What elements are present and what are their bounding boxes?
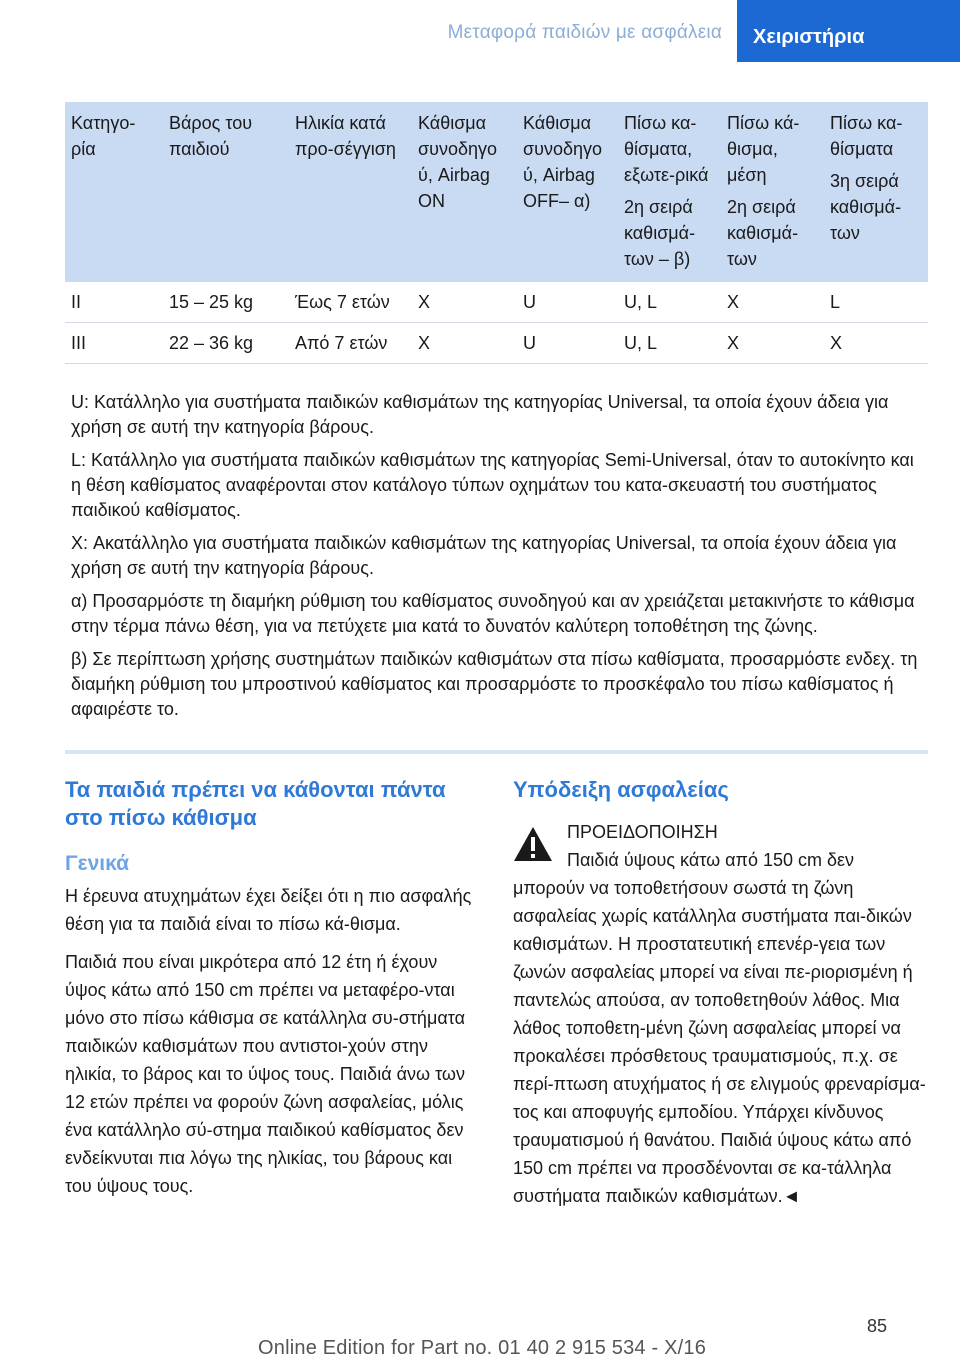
note-beta: β) Σε περίπτωση χρήσης συστημάτων παιδικών καθισμάτων στα πίσω καθίσματα, προσαρμόστε ενδεχ. τη διαμήκη ρύθμιση του μπροστινού καθίσματος και προσαρμόστε το προσκέφαλο του πίσω καθίσματος ή αφαιρέστε το. bbox=[71, 649, 918, 719]
table-cell: U bbox=[517, 323, 618, 364]
warning-text-start: Παιδιά ύψους κάτω από 150 cm δεν bbox=[567, 850, 855, 870]
col-header-rear-middle: Πίσω κά-θισμα, μέση 2η σειρά καθισμά-των bbox=[721, 102, 824, 282]
table-cell: III bbox=[65, 323, 163, 364]
table-notes bbox=[65, 390, 928, 730]
table-cell: U, L bbox=[618, 323, 721, 364]
note-alpha: α) Προσαρμόστε τη διαμήκη ρύθμιση του καθίσματος συνοδηγού και αν χρειάζεται μετακινήστε το κάθισμα στην τέρμα πάνω θέση, για να πετύχετε μια κατά το δυνατόν καλύτερη τοποθέτηση της ζώνης. bbox=[71, 591, 915, 636]
left-column bbox=[65, 776, 475, 1210]
paragraph: Η έρευνα ατυχημάτων έχει δείξει ότι η πιο ασφαλής θέση για τα παιδιά είναι το πίσω κά-θισμα. bbox=[65, 886, 472, 934]
table-cell: X bbox=[824, 323, 928, 364]
child-seat-table bbox=[65, 102, 928, 364]
section-title: Μεταφορά παιδιών με ασφάλεια bbox=[447, 22, 722, 43]
col-header-passenger-airbag-on: Κάθισμα συνοδηγο ύ, Airbag ON bbox=[412, 102, 517, 282]
section-divider bbox=[65, 750, 928, 754]
note-x: X: Ακατάλληλο για συστήματα παιδικών καθισμάτων της κατηγορίας Universal, τα οποία έχουν άδεια για χρήση σε αυτή την κατηγορία βάρους. bbox=[71, 533, 897, 578]
subsection-heading: Γενικά bbox=[65, 852, 130, 875]
warning-triangle-icon bbox=[513, 826, 553, 862]
page-number: 85 bbox=[866, 1316, 887, 1336]
right-column bbox=[513, 776, 928, 1210]
col-header-category: Κατηγο-ρία bbox=[65, 102, 163, 282]
col-header-third-row: Πίσω κα-θίσματα 3η σειρά καθισμά-των bbox=[824, 102, 928, 282]
paragraph: Παιδιά που είναι μικρότερα από 12 έτη ή έχουν ύψος κάτω από 150 cm πρέπει να μεταφέρο-νται μόνο στο πίσω κάθισμα σε κατάλληλα συ-στήματα παιδικών καθισμάτων που αντιστοι-χούν στην ηλικία, το βάρος και το ύψος τους. Παιδιά άνω των 12 ετών πρέπει να φορούν ζώνη ασφαλείας, μόλις ένα κατάλληλο σύ-στημα παιδικού καθίσματος δεν ενδείκνυται πια λόγω της ηλικίας, του βάρους και του ύψους τους. bbox=[65, 952, 465, 1196]
table-cell: Έως 7 ετών bbox=[289, 282, 412, 323]
table-cell: 15 – 25 kg bbox=[163, 282, 289, 323]
table-cell: U, L bbox=[618, 282, 721, 323]
table-cell: 22 – 36 kg bbox=[163, 323, 289, 364]
table-row bbox=[65, 323, 928, 364]
warning-label: ΠΡΟΕΙΔΟΠΟΙΗΣΗ bbox=[567, 822, 718, 842]
warning-block bbox=[513, 818, 928, 1210]
page-header bbox=[0, 0, 960, 62]
col-header-passenger-airbag-off: Κάθισμα συνοδηγο ύ, Airbag OFF– α) bbox=[517, 102, 618, 282]
table-row bbox=[65, 282, 928, 323]
col-header-weight: Βάρος του παιδιού bbox=[163, 102, 289, 282]
table-cell: X bbox=[412, 282, 517, 323]
section-heading: Τα παιδιά πρέπει να κάθονται πάντα στο πίσω κάθισμα bbox=[65, 777, 446, 830]
note-u: U: Κατάλληλο για συστήματα παιδικών καθισμάτων της κατηγορίας Universal, τα οποία έχουν άδεια για χρήση σε αυτή την κατηγορία βάρους. bbox=[71, 392, 889, 437]
col-header-age: Ηλικία κατά προ-σέγγιση bbox=[289, 102, 412, 282]
table-cell: II bbox=[65, 282, 163, 323]
table-header-row bbox=[65, 102, 928, 282]
table-cell: L bbox=[824, 282, 928, 323]
table-cell: X bbox=[721, 323, 824, 364]
seat-suitability-table bbox=[65, 102, 928, 364]
edition-info: Online Edition for Part no. 01 40 2 915 534 - X/16 bbox=[258, 1337, 707, 1359]
note-l: L: Κατάλληλο για συστήματα παιδικών καθισμάτων της κατηγορίας Semi-Universal, όταν το αυτοκίνητο και η θέση καθίσματος αναφέρονται στον κατάλογο τύπων οχημάτων του κατα-σκευαστή του συστήματος παιδικού καθίσματος. bbox=[71, 450, 914, 520]
table-cell: X bbox=[721, 282, 824, 323]
table-cell: X bbox=[412, 323, 517, 364]
safety-heading: Υπόδειξη ασφαλείας bbox=[513, 777, 729, 802]
warning-text: μπορούν να τοποθετήσουν σωστά τη ζώνη ασφαλείας χωρίς κατάλληλα συστήματα παι-δικών καθισμάτων. Η προστατευτική επενέρ-γεια των ζωνών ασφαλείας μπορεί να είναι πε-ριορισμένη ή παντελώς απούσα, αν τοποθετηθούν λάθος. Μια λάθος τοποθετη-μένη ζώνη ασφαλείας μπορεί να προκαλέσει πρόσθετους τραυματισμούς, π.χ. σε περί-πτωση ατυχήματος ή σε ελιγμούς φρεναρίσμα-τος και αποφυγής εμποδίου. Υπάρχει κίνδυνος τραυματισμού ή θανάτου. Παιδιά ύψους κάτω από 150 cm πρέπει να προσδένονται σε κα-τάλληλα συστήματα παιδικών καθισμάτων.◄ bbox=[513, 878, 926, 1206]
table-cell: U bbox=[517, 282, 618, 323]
table-cell: Από 7 ετών bbox=[289, 323, 412, 364]
chapter-tab[interactable]: Χειριστήρια bbox=[737, 0, 960, 62]
col-header-rear-outer: Πίσω κα-θίσματα, εξωτε-ρικά 2η σειρά καθισμά-των – β) bbox=[618, 102, 721, 282]
